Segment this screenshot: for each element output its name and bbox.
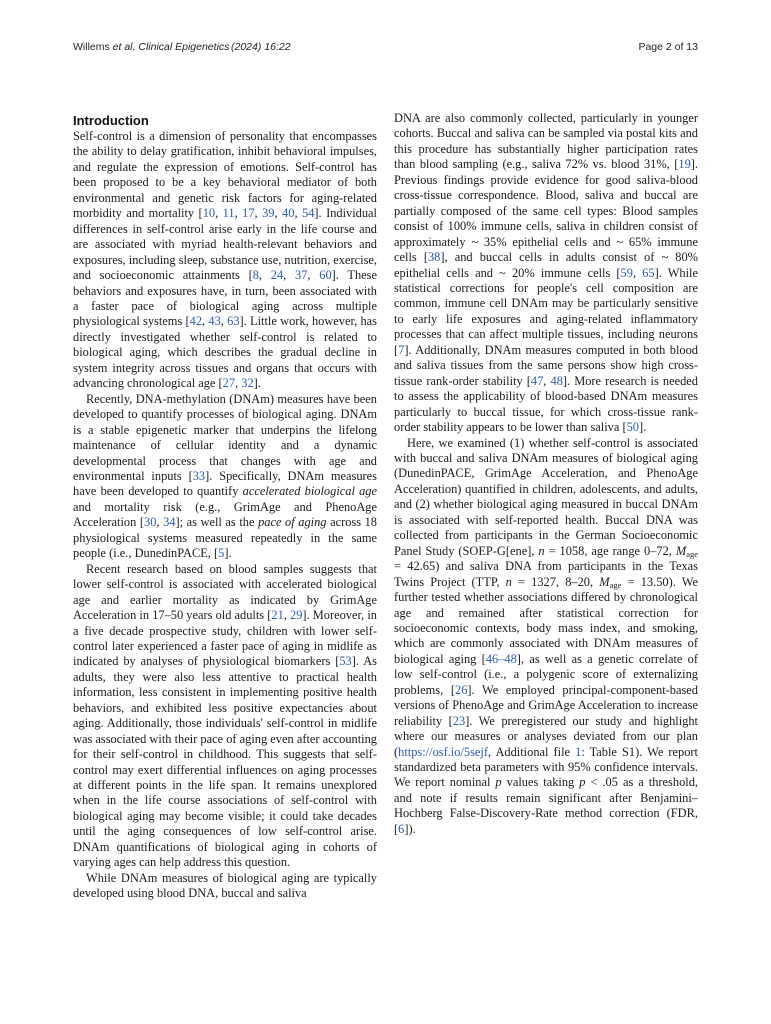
text-run: ]. xyxy=(638,420,647,435)
text-run: ]; as well as the xyxy=(175,515,259,530)
citation-link[interactable]: 50 xyxy=(626,420,639,435)
citation-line xyxy=(73,41,229,53)
citation-link[interactable]: 33 xyxy=(192,468,206,483)
paragraph: Recently, DNA-methylation (DNAm) measures have been developed to quantify processes of biological aging. DNAm is a stable epigenetic marker that underpins the lifelong maintenance of cellular identity and a dynamic developmental process that changes with age and environmental inputs [33]. Specifically, DNAm measures have been developed to quantify accelerated biological age and mortality risk (e.g., GrimAge and PhenoAge Acceleration [30, 34]; as well as the pace of aging across 18 physiological systems measured repeatedly in the same people (i.e., DunedinPACE, [5]. xyxy=(73,391,378,561)
text-run: DNA are also commonly collected, particularly in younger cohorts. Buccal and saliva can be sampled via postal kits and this procedure has substantially higher participation rates than blood sampling (e.g., saliva 72% vs. blood 31%, [ xyxy=(394,111,698,172)
citation-link[interactable]: 37 xyxy=(295,268,308,283)
paragraph: DNA are also commonly collected, particularly in younger cohorts. Buccal and saliva can be sampled via postal kits and this procedure has substantially higher participation rates than blood sampling (e.g., saliva 72% vs. blood 31%, [19]. Previous findings provide evidence for good saliva-blood cross-tissue correspondence. Blood, saliva and buccal are partially composed of the same cell types: Blood samples consist of 100% immune cells, saliva in children consist of approximately ~ 35% epithelial cells and ~ 65% immune cells [38], and buccal cells in adults consist of ~ 80% epithelial cells and ~ 20% immune cells [59, 65]. While statistical corrections for people's cell composition are common, immune cell DNAm may be particularly sensitive to early life exposures and aging-related inflammatory processes that can affect multiple tissues, including neurons [7]. Additionally, DNAm measures computed in both blood and saliva tissues from the same persons show high cross-tissue rank-order stability [47, 48]. More research is needed to assess the applicability of blood-based DNAm measures particularly to buccal tissue, for which cross-tissue rank-order stability appears to be lower than saliva [50]. xyxy=(394,111,698,435)
citation-link[interactable]: 17 xyxy=(242,206,255,221)
citation-link[interactable]: 6 xyxy=(398,821,405,836)
text-run: = 1327, 8–20, xyxy=(511,574,600,589)
emphasis: accelerated biological age xyxy=(242,484,377,499)
citation-link[interactable]: 39 xyxy=(262,206,275,221)
left-column xyxy=(73,112,377,902)
citation-link[interactable]: 43 xyxy=(208,314,221,329)
text-run: = 13.50). We further tested whether associations differed by chronological age and remained after statistical correction for socioeconomic contexts, body mass index, and smoking, which are commonly associated with DNAm measures of biological aging [ xyxy=(394,574,698,666)
citation-link[interactable]: 46–48 xyxy=(485,651,517,666)
text-run: = 42.65) and saliva DNA from participants in the Texas Twins Project (TTP, xyxy=(394,559,698,589)
text-run: ]. Little work, however, has directly investigated whether self-control is related to biological aging, which describes the gradual decline in system integrity across tissues and organs that occurs with advancing chronological age [ xyxy=(73,314,377,391)
citation-link[interactable]: 23 xyxy=(452,713,466,728)
text-run: Recently, DNA-methylation (DNAm) measures have been developed to quantify processes of biological aging. DNAm is a stable epigenetic marker that underpins the lifelong maintenance of cellular identity and a dynamic developmental process that changes with age and environmental inputs [ xyxy=(73,391,377,483)
running-header xyxy=(73,41,698,55)
math-subscript: age xyxy=(609,579,622,590)
citation-link[interactable]: 21 xyxy=(271,608,284,623)
citation-link[interactable]: 53 xyxy=(339,654,352,669)
citation-link[interactable]: 8 xyxy=(252,268,259,283)
text-run: , Additional file xyxy=(487,744,576,759)
citation-link[interactable]: 42 xyxy=(189,314,203,329)
text-run: ]. Moreover, in a five decade prospective study, children with lower self-control later experienced a faster pace of aging in midlife as indicated by analyses of physiological biomarkers [ xyxy=(73,608,377,669)
text-run: ]. We employed principal-component-based versions of PhenoAge and GrimAge Acceleration to increase reliability [ xyxy=(394,682,698,728)
math-subscript: age xyxy=(686,548,698,559)
citation-link[interactable]: 19 xyxy=(678,157,691,172)
text-run: While DNAm measures of biological aging are typically developed using blood DNA, buccal and saliva xyxy=(73,870,377,901)
math-var: n xyxy=(505,574,512,589)
math-var: M xyxy=(599,574,610,589)
text-run: ]. Additionally, DNAm measures computed in both blood and saliva tissues from the same persons show high cross-tissue rank-order stability [ xyxy=(394,342,698,388)
additional-file-link[interactable]: 1 xyxy=(575,744,582,759)
text-run: ]. More research is needed to assess the applicability of blood-based DNAm measures particularly to buccal tissue, for which cross-tissue rank-order stability appears to be lower than saliva [ xyxy=(394,373,698,435)
citation-link[interactable]: 60 xyxy=(319,268,332,283)
citation-link[interactable]: 27 xyxy=(222,376,236,391)
math-var: M xyxy=(675,543,687,558)
text-run: : Table S1). We report standardized beta parameters with 95% confidence intervals. We report nominal xyxy=(394,744,699,790)
text-run: ]. We preregistered our study and highlight where our measures or analyses deviated from our plan ( xyxy=(394,713,698,759)
volume-year: (2024) 16:22 xyxy=(231,41,291,53)
math-var: p xyxy=(579,775,586,790)
text-run: ]. While statistical corrections for people's cell composition are common, immune cell DNAm may be particularly sensitive to early life exposures and aging-related inflammatory processes that can affect multiple tissues, including neurons [ xyxy=(394,265,698,357)
section-heading: Introduction xyxy=(73,113,149,128)
journal-etal: et al. xyxy=(112,41,136,53)
math-var: p xyxy=(495,775,502,790)
citation-link[interactable]: 5 xyxy=(218,546,225,561)
text-run: ]. Specifically, DNAm measures have been developed to quantify xyxy=(73,468,377,499)
citation-link[interactable]: 63 xyxy=(227,314,240,329)
citation-link[interactable]: 47 xyxy=(530,373,544,388)
osf-link[interactable]: https://osf.io/5sejf xyxy=(398,744,488,759)
math-var: n xyxy=(538,543,545,558)
citation-link[interactable]: 26 xyxy=(455,682,468,697)
citation-link[interactable]: 7 xyxy=(398,342,405,357)
text-run: ]. xyxy=(224,546,232,561)
paragraph: Recent research based on blood samples suggests that lower self-control is associated with accelerated biological age and earlier mortality as indicated by GrimAge Acceleration in 17–50 years old adults [21, 29]. Moreover, in a five decade prospective study, children with lower self-control later experienced a faster pace of aging in midlife as indicated by analyses of physiological biomarkers [53]. As adults, they were also less attentive to practical health information, less consistent in implementing positive health behaviors, and exhibited less positive expectancies about aging. Additionally, those individuals' self-control in midlife was associated with their pace of aging even after accounting for their self-control in childhood. This suggests that self-control may exert differential influences on aging processes at different points in the life span. It remains unexplored when in the life course associations of self-control with biological aging may become visible; it could take decades until the aging consequences of low self-control arise. DNAm quantifications of biological aging in cohorts of varying ages can help address this question. xyxy=(73,561,377,870)
text-run: Self-control is a dimension of personality that encompasses the ability to delay gratification, inhibit behavioral impulses, and regulate the expression of emotions. Self-control has been proposed to be a key behavioral mediator of both environmental and genetic risk factors for aging-related morbidity and mortality [ xyxy=(73,129,377,221)
text-run: ]. These behaviors and exposures have, in turn, been associated with a faster pace of biological aging across multiple physiological systems [ xyxy=(73,268,378,329)
text-run: ]). xyxy=(404,821,416,836)
citation-link[interactable]: 32 xyxy=(241,376,254,391)
citation-link[interactable]: 48 xyxy=(550,373,563,388)
right-column xyxy=(394,111,698,837)
text-run: and mortality risk (e.g., GrimAge and PhenoAge Acceleration [ xyxy=(73,499,377,530)
citation-link[interactable]: 30 xyxy=(144,515,157,530)
citation-link[interactable]: 38 xyxy=(427,250,441,265)
journal-name: Clinical Epigenetics xyxy=(135,41,230,53)
text-run: ]. Previous findings provide evidence for good saliva-blood cross-tissue correspondence. Blood, saliva and buccal are partially composed of the same cell types: Blood samples consist of 100% immune cells, saliva in children consist of approximately ~ 35% epithelial cells and ~ 65% immune cells [ xyxy=(394,157,698,265)
citation-link[interactable]: 34 xyxy=(163,515,176,530)
text-run: Recent research based on blood samples suggests that lower self-control is associated with accelerated biological age and earlier mortality as indicated by GrimAge Acceleration in 17–50 years old adults [ xyxy=(73,561,377,623)
citation-link[interactable]: 65 xyxy=(642,265,655,280)
citation-link[interactable]: 24 xyxy=(270,268,284,283)
text-run: Here, we examined (1) whether self-control is associated with buccal and saliva DNAm measures of biological aging (DunedinPACE, GrimAge Acceleration, and PhenoAge Acceleration) quantified in children, adolescents, and adults, and (2) whether biological aging measured in buccal DNAm is associated with self-reported health. Buccal DNA was collected from participants in the German Socioeconomic Panel Study (SOEP-G[ene], xyxy=(394,435,698,558)
paragraph: Self-control is a dimension of personality that encompasses the ability to delay gratification, inhibit behavioral impulses, and regulate the expression of emotions. Self-control has been proposed to be a key behavioral mediator of both environmental and genetic risk factors for aging-related morbidity and mortality [10, 11, 17, 39, 40, 54]. Individual differences in self-control arise early in the life course and are associated with myriad health-relevant behaviors and exposures, including sleep, substance use, nutrition, exercise, and socioeconomic attainments [8, 24, 37, 60]. These behaviors and exposures have, in turn, been associated with a faster pace of biological aging across multiple physiological systems [42, 43, 63]. Little work, however, has directly investigated whether self-control is related to biological aging, which describes the gradual decline in system integrity across tissues and organs that occurs with advancing chronological age [27, 32]. xyxy=(73,129,378,391)
citation-link[interactable]: 29 xyxy=(290,608,303,623)
page-number: Page 2 of 13 xyxy=(638,41,698,53)
text-run: ], as well as a genetic correlate of low self-control (i.e., a polygenic score of externalizing problems, [ xyxy=(394,651,699,697)
citation-link[interactable]: 59 xyxy=(620,265,633,280)
text-run: ], and buccal cells in adults consist of ~ 80% epithelial cells and ~ 20% immune cells [ xyxy=(394,250,698,280)
text-run: ]. Individual differences in self-control arise early in the life course and are associated with myriad health-relevant behaviors and exposures, including sleep, substance use, nutrition, exercise, and socioeconomic attainments [ xyxy=(73,206,377,283)
text-run: across 18 physiological systems measured repeatedly in the same people (i.e., DunedinPACE, [ xyxy=(73,515,378,561)
paragraph xyxy=(73,871,377,902)
citation-link[interactable]: 40 xyxy=(282,206,295,221)
text-run: ]. xyxy=(253,376,261,391)
emphasis: pace of aging xyxy=(258,515,327,530)
text-run: < .05 as a threshold, and note if results remain significant after Benjamini–Hochberg False-Discovery-Rate method correction (FDR, [ xyxy=(394,775,698,836)
text-run: ]. As adults, they were also less attentive to practical health information, less consistent in implementing positive health behaviors, and exhibited less positive expectancies about aging. Additionally, those individuals' self-control in midlife was associated with their pace of aging even after accounting for their self-control in childhood. This suggests that self-control may exert differential influences on aging processes at different points in the life span. It remains unexplored when in the life course associations of self-control with biological aging may become visible; it could take decades until the aging consequences of low self-control arise. DNAm quantifications of biological aging in cohorts of varying ages can help address this question. xyxy=(73,654,377,870)
text-run: values taking xyxy=(501,775,580,790)
paragraph xyxy=(394,436,698,838)
text-run: = 1058, age range 0–72, xyxy=(544,543,676,558)
citation-link[interactable]: 11 xyxy=(222,206,235,221)
citation-link[interactable]: 54 xyxy=(302,206,315,221)
author-names: Willems xyxy=(73,41,113,53)
citation-link[interactable]: 10 xyxy=(202,206,216,221)
